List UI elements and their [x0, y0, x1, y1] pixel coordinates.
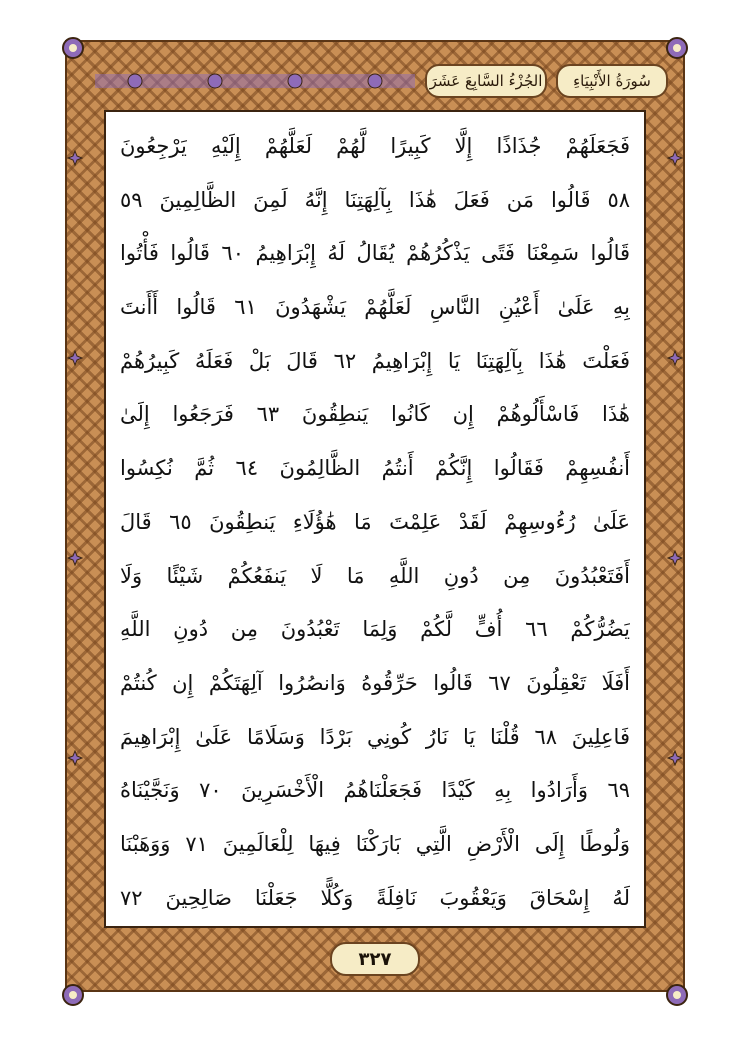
text-line: بِهِ عَلَىٰ أَعْيُنِ النَّاسِ لَعَلَّهُمْ يَشْهَدُونَ ٦١ قَالُوا أَأَنتَ	[120, 295, 630, 320]
text-line: فَاعِلِينَ ٦٨ قُلْنَا يَا نَارُ كُونِي بَرْدًا وَسَلَامًا عَلَىٰ إِبْرَاهِيمَ	[120, 724, 630, 749]
juz-label: الجُزْءُ السَّابِعَ عَشَرَ	[425, 64, 547, 98]
verses-block	[120, 120, 630, 925]
header-ornament	[95, 64, 415, 98]
text-line: أَنفُسِهِمْ فَقَالُوا إِنَّكُمْ أَنتُمُ الظَّالِمُونَ ٦٤ ثُمَّ نُكِسُوا	[120, 456, 630, 481]
corner-ornament-icon	[664, 982, 690, 1008]
flower-ornament-icon	[667, 550, 683, 566]
flower-ornament-icon	[667, 350, 683, 366]
text-line: فَعَلْتَ هَٰذَا بِآلِهَتِنَا يَا إِبْرَاهِيمُ ٦٢ قَالَ بَلْ فَعَلَهُ كَبِيرُهُمْ	[120, 348, 630, 373]
corner-ornament-icon	[664, 35, 690, 61]
text-line: قَالُوا سَمِعْنَا فَتًى يَذْكُرُهُمْ يُقَالُ لَهُ إِبْرَاهِيمُ ٦٠ قَالُوا فَأْتُوا	[120, 241, 630, 266]
text-line: أَفَتَعْبُدُونَ مِن دُونِ اللَّهِ مَا لَا يَنفَعُكُمْ شَيْئًا وَلَا	[120, 563, 630, 588]
text-line: ٥٨ قَالُوا مَن فَعَلَ هَٰذَا بِآلِهَتِنَا إِنَّهُ لَمِنَ الظَّالِمِينَ ٥٩	[120, 187, 630, 212]
text-line: ٦٩ وَأَرَادُوا بِهِ كَيْدًا فَجَعَلْنَاهُمُ الْأَخْسَرِينَ ٧٠ وَنَجَّيْنَاهُ	[120, 778, 630, 803]
corner-ornament-icon	[60, 35, 86, 61]
page-number: ٣٢٧	[330, 942, 420, 976]
surah-label: سُورَةُ الأَنْبِيَاءِ	[556, 64, 668, 98]
flower-ornament-icon	[67, 550, 83, 566]
text-line: يَضُرُّكُمْ ٦٦ أُفٍّ لَّكُمْ وَلِمَا تَعْبُدُونَ مِن دُونِ اللَّهِ	[120, 617, 630, 642]
text-line: هَٰذَا فَاسْأَلُوهُمْ إِن كَانُوا يَنطِقُونَ ٦٣ فَرَجَعُوا إِلَىٰ	[120, 402, 630, 427]
text-line: عَلَىٰ رُءُوسِهِمْ لَقَدْ عَلِمْتَ مَا هَٰؤُلَاءِ يَنطِقُونَ ٦٥ قَالَ	[120, 509, 630, 534]
corner-ornament-icon	[60, 982, 86, 1008]
text-line: لَهُ إِسْحَاقَ وَيَعْقُوبَ نَافِلَةً وَكُلًّا جَعَلْنَا صَالِحِينَ ٧٢	[120, 885, 630, 910]
flower-ornament-icon	[67, 350, 83, 366]
text-line: فَجَعَلَهُمْ جُذَاذًا إِلَّا كَبِيرًا لَّهُمْ لَعَلَّهُمْ إِلَيْهِ يَرْجِعُونَ	[120, 134, 630, 158]
text-line: أَفَلَا تَعْقِلُونَ ٦٧ قَالُوا حَرِّقُوهُ وَانصُرُوا آلِهَتَكُمْ إِن كُنتُمْ	[120, 670, 630, 695]
flower-ornament-icon	[667, 150, 683, 166]
text-line: وَلُوطًا إِلَى الْأَرْضِ الَّتِي بَارَكْنَا فِيهَا لِلْعَالَمِينَ ٧١ وَوَهَبْنَا	[120, 831, 630, 856]
flower-ornament-icon	[67, 150, 83, 166]
flower-ornament-icon	[67, 750, 83, 766]
flower-ornament-icon	[667, 750, 683, 766]
